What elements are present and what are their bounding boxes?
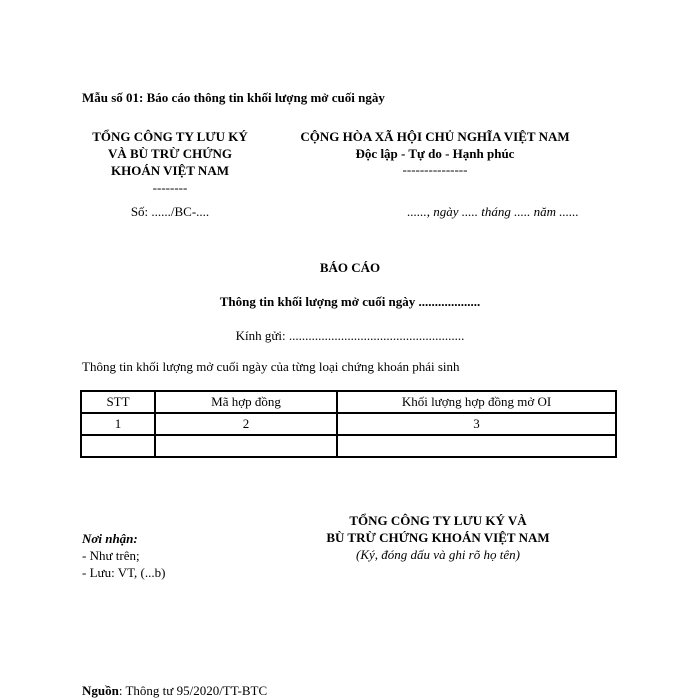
national-motto — [270, 128, 600, 162]
signature-org-line-1: TỔNG CÔNG TY LƯU KÝ VÀ — [349, 513, 527, 528]
header-cell-contract-code: Mã hợp đồng — [155, 391, 337, 413]
table-header-row — [81, 391, 616, 413]
header-cell-stt: STT — [81, 391, 155, 413]
table-row — [81, 413, 616, 435]
form-title: Mẫu số 01: Báo cáo thông tin khối lượng mở cuối ngày — [82, 90, 385, 105]
open-interest-table — [80, 390, 617, 458]
source-label: Nguồn — [82, 683, 119, 698]
signature-note: (Ký, đóng dấu và ghi rõ họ tên) — [356, 547, 520, 562]
org-divider: -------- — [152, 180, 188, 195]
recipients-block — [82, 530, 165, 581]
report-title: BÁO CÁO — [319, 260, 381, 275]
nation-motto: Độc lập - Tự do - Hạnh phúc — [355, 146, 515, 161]
table-cell: 1 — [81, 413, 155, 435]
org-line-2: VÀ BÙ TRỪ CHỨNG — [107, 146, 233, 161]
recipient-item: - Lưu: VT, (...b) — [82, 565, 166, 580]
signature-block — [300, 512, 576, 563]
signature-org-line-2: BÙ TRỪ CHỨNG KHOÁN VIỆT NAM — [326, 530, 550, 545]
recipients-label: Nơi nhận: — [82, 531, 138, 546]
table-cell — [337, 435, 616, 457]
org-line-3: KHOÁN VIỆT NAM — [111, 163, 229, 178]
org-line-1: TỔNG CÔNG TY LƯU KÝ — [92, 129, 248, 144]
recipient-item: - Như trên; — [82, 548, 140, 563]
table-cell: 2 — [155, 413, 337, 435]
header-cell-open-interest: Khối lượng hợp đồng mở OI — [337, 391, 616, 413]
date-line: ......, ngày ..... tháng ..... năm ...... — [407, 204, 579, 219]
table-cell — [81, 435, 155, 457]
table-cell — [155, 435, 337, 457]
addressee-line: Kính gửi: ...................................................... — [235, 328, 465, 343]
report-subtitle: Thông tin khối lượng mở cuối ngày ................... — [219, 294, 481, 309]
table-row — [81, 435, 616, 457]
nation-divider: --------------- — [402, 162, 468, 177]
table-cell: 3 — [337, 413, 616, 435]
issuing-organization — [82, 128, 258, 179]
nation-title: CỘNG HÒA XÃ HỘI CHỦ NGHĨA VIỆT NAM — [300, 129, 570, 144]
document-number: Số: ....../BC-.... — [130, 204, 210, 219]
intro-text: Thông tin khối lượng mở cuối ngày của từng loại chứng khoán phái sinh — [82, 359, 460, 374]
source-text: : Thông tư 95/2020/TT-BTC — [118, 683, 268, 698]
source-line — [82, 683, 267, 699]
